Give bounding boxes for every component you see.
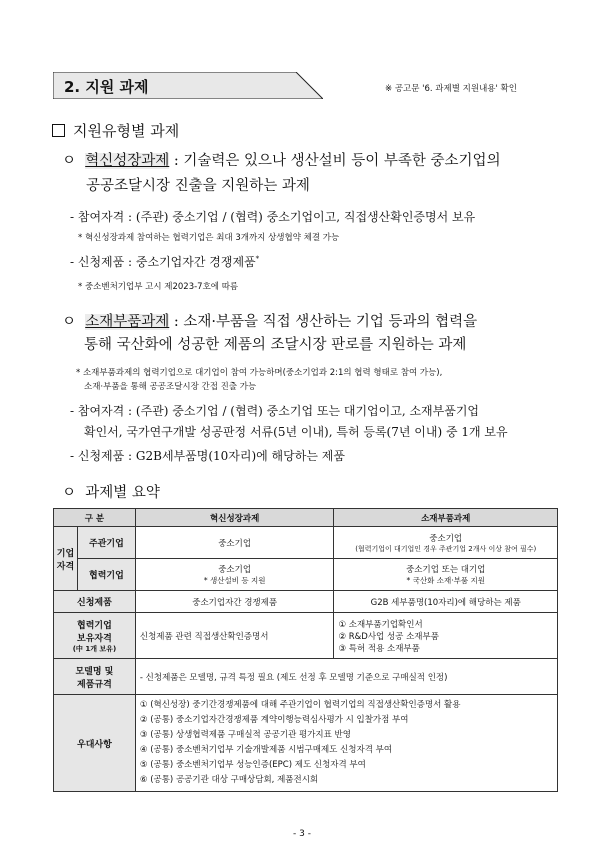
materials-desc-line2: 통해 국산화에 성공한 제품의 조달시장 판로를 지원하는 과제	[84, 337, 467, 353]
subsection-title	[52, 120, 179, 141]
innovation-eligibility-note: * 혁신성장과제 참여하는 협력기업은 최대 3개까지 상생협약 체결 가능	[78, 233, 340, 243]
innovation-products-note: * 중소벤처기업부 고시 제2023-7호에 따름	[78, 282, 239, 292]
bullet: ㅇ	[62, 153, 77, 169]
innovation-eligibility: - 참여자격 : (주관) 중소기업 / (협력) 중소기업이고, 직접생산확인증명서 보유	[70, 210, 476, 224]
header-innovation: 혁신성장과제	[135, 509, 334, 527]
list-item: ② R&D사업 성공 소재부품	[338, 631, 439, 642]
list-item: ① (혁신성장) 중기간경쟁제품에 대해 주관기업이 협력기업의 직접생산확인증명서 활용	[139, 700, 461, 710]
footnote-marker: *	[255, 255, 260, 263]
materials-note-line1: * 소재부품과제의 협력기업으로 대기업이 참여 가능하며(중소기업과 2:1의 협력 형태로 참여 가능),	[76, 368, 443, 378]
cert-label-cell	[54, 613, 136, 659]
partner-innovation: 중소기업	[218, 565, 252, 575]
table-row	[54, 613, 558, 659]
innovation-products	[70, 253, 259, 270]
subsection-title-text: 지원유형별 과제	[73, 122, 180, 140]
table-header-row	[54, 509, 558, 527]
materials-desc-line1: : 소재·부품을 직접 생산하는 기업 등과의 협력을	[169, 314, 478, 330]
model-text: - 신청제품은 모델명, 규격 특정 필요 (제도 선정 후 모델명 기준으로 구매실적 인정)	[135, 659, 557, 695]
table-row	[54, 695, 558, 792]
lead-label: 주관기업	[77, 527, 135, 559]
header-category: 구 분	[54, 509, 136, 527]
materials-desc	[62, 311, 562, 334]
partner-innovation-note: * 생산설비 등 지원	[203, 576, 266, 585]
model-label-cell	[54, 659, 136, 695]
partner-materials: 중소기업 또는 대기업	[406, 565, 486, 575]
list-item: ④ (공통) 중소벤처기업부 기술개발제품 시범구매제도 신청자격 부여	[139, 745, 393, 755]
materials-eligibility-line2: 확인서, 국가연구개발 성공판정 서류(5년 이내), 특허 등록(7년 이내) 중 1개 보유	[84, 425, 508, 439]
lead-innovation: 중소기업	[135, 527, 334, 559]
cert-label-line3: (中 1개 보유)	[72, 644, 117, 653]
partner-label: 협력기업	[77, 559, 135, 591]
materials-name: 소재부품과제	[85, 314, 170, 330]
header-note: ※ 공고문 '6. 과제별 지원내용' 확인	[385, 84, 517, 94]
materials-note-line2: 소재·부품을 통해 공공조달시장 간접 진출 가능	[84, 382, 257, 392]
table-row	[54, 559, 558, 591]
pref-label: 우대사항	[54, 695, 136, 792]
lead-materials: 중소기업	[429, 533, 463, 544]
cert-label-line2: 보유자격	[77, 633, 112, 644]
summary-table	[53, 508, 558, 792]
model-label-line1: 모델명 및	[75, 666, 114, 677]
lead-materials-cell	[334, 527, 558, 559]
cert-label-line1: 협력기업	[77, 620, 112, 631]
partner-materials-cell	[334, 559, 558, 591]
table-row	[54, 591, 558, 613]
list-item: ① 소재부품기업확인서	[338, 619, 423, 630]
list-item: ⑥ (공통) 공공기관 대상 구매상담회, 제품전시회	[139, 775, 319, 785]
pref-list	[135, 695, 557, 792]
list-item: ③ 특허 적용 소재부품	[338, 643, 420, 654]
cert-materials-cell	[334, 613, 558, 659]
summary-title-text: 과제별 요약	[85, 485, 160, 501]
materials-eligibility-line1: - 참여자격 : (주관) 중소기업 / (협력) 중소기업 또는 대기업이고, 소재부품기업	[70, 404, 479, 418]
innovation-desc-line2: 공공조달시장 진출을 지원하는 과제	[86, 178, 310, 194]
innovation-desc-line1: : 기술력은 있으나 생산설비 등이 부족한 중소기업의	[169, 153, 501, 169]
page-number: - 3 -	[293, 829, 311, 839]
list-item: ③ (공통) 상생협력제품 구매실적 공공기관 평가지표 반영	[139, 730, 351, 740]
section-heading: 2. 지원 과제	[64, 78, 149, 96]
checkbox-square-icon	[52, 124, 65, 137]
product-label: 신청제품	[54, 591, 136, 613]
innovation-products-text: - 신청제품 : 중소기업자간 경쟁제품	[70, 255, 256, 269]
table-row	[54, 527, 558, 559]
list-item: ⑤ (공통) 중소벤처기업부 성능인증(EPC) 제도 신청자격 부여	[139, 760, 366, 770]
qual-label: 기업 자격	[54, 527, 78, 591]
product-innovation: 중소기업자간 경쟁제품	[135, 591, 334, 613]
materials-products: - 신청제품 : G2B세부품명(10자리)에 해당하는 제품	[70, 449, 345, 463]
lead-materials-note: (협력기업이 대기업인 경우 주관기업 2개사 이상 참여 필수)	[355, 544, 537, 553]
table-row	[54, 659, 558, 695]
cert-innovation: 신청제품 관련 직접생산확인증명서	[135, 613, 334, 659]
bullet: ㅇ	[62, 314, 77, 330]
partner-innovation-cell	[135, 559, 334, 591]
bullet: ㅇ	[62, 485, 77, 501]
innovation-name: 혁신성장과제	[85, 153, 170, 169]
header-materials: 소재부품과제	[334, 509, 558, 527]
innovation-desc	[62, 150, 562, 173]
product-materials: G2B 세부품명(10자리)에 해당하는 제품	[334, 591, 558, 613]
summary-title	[62, 482, 160, 505]
model-label-line2: 제품규격	[77, 679, 112, 690]
list-item: ② (공통) 중소기업자간경쟁제품 계약이행능력심사평가 시 입찰가점 부여	[139, 715, 409, 725]
partner-materials-note: * 국산화 소재·부품 지원	[406, 576, 485, 585]
